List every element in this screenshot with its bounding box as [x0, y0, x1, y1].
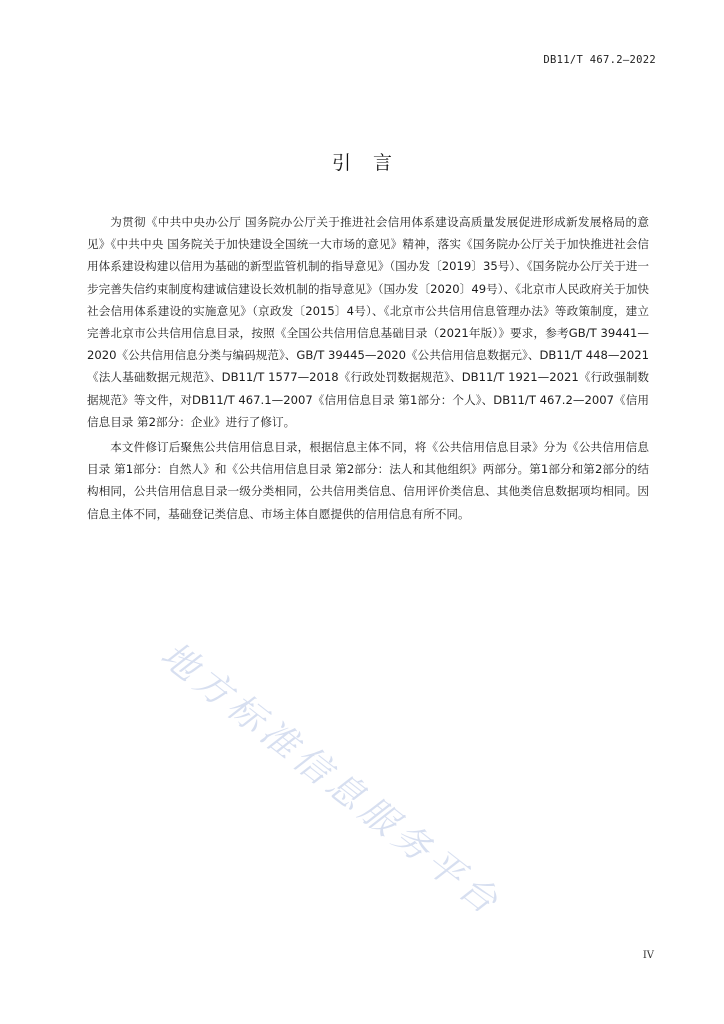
page-title: 引言 [331, 152, 414, 174]
watermark: 地方标准信息服务平台 [152, 634, 510, 926]
paragraph-1: 为贯彻《中共中央办公厅 国务院办公厅关于推进社会信用体系建设高质量发展促进形成新发展格局的意见》《中共中央 国务院关于加快建设全国统一大市场的意见》精神，落实《国务院办公厅关于加快推进社会信用体系建设构建以信用为基础的新型监管机制的指导意见》（国办发〔2019〕35号）、《国务院办公厅关于进一步完善失信约束制度构建诚信建设长效机制的指导意见》（国办发〔2020〕49号）、《北京市人民政府关于加快社会信用体系建设的实施意见》（京政发〔2015〕4号）、《北京市公共信用信息管理办法》等政策制度，建立完善北京市公共信用信息目录，按照《全国公共信用信息基础目录（2021年版）》要求，参考GB/T 39441—2020《公共信用信息分类与编码规范》、GB/T 39445—2020《公共信用信息数据元》、DB11/T 448—2021《法人基础数据元规范》、DB11/T 1577—2018《行政处罚数据规范》、DB11/T 1921—2021《行政强制数据规范》等文件，对DB11/T 467.1—2007《信用信息目录 第1部分：个人》、DB11/T 467.2—2007《信用信息目录 第2部分：企业》进行了修订。 [87, 215, 649, 429]
body-text [87, 211, 649, 528]
standard-number: DB11/T 467.2—2022 [543, 54, 656, 66]
page-number: IV [642, 950, 654, 961]
paragraph-2: 本文件修订后聚焦公共信用信息目录，根据信息主体不同，将《公共信用信息目录》分为《公共信用信息目录 第1部分：自然人》和《公共信用信息目录 第2部分：法人和其他组织》两部分。第1部分和第2部分的结构相同，公共信用信息目录一级分类相同，公共信用类信息、信用评价类信息、其他类信息数据项均相同。因信息主体不同，基础登记类信息、市场主体自愿提供的信用信息有所不同。 [87, 440, 649, 521]
